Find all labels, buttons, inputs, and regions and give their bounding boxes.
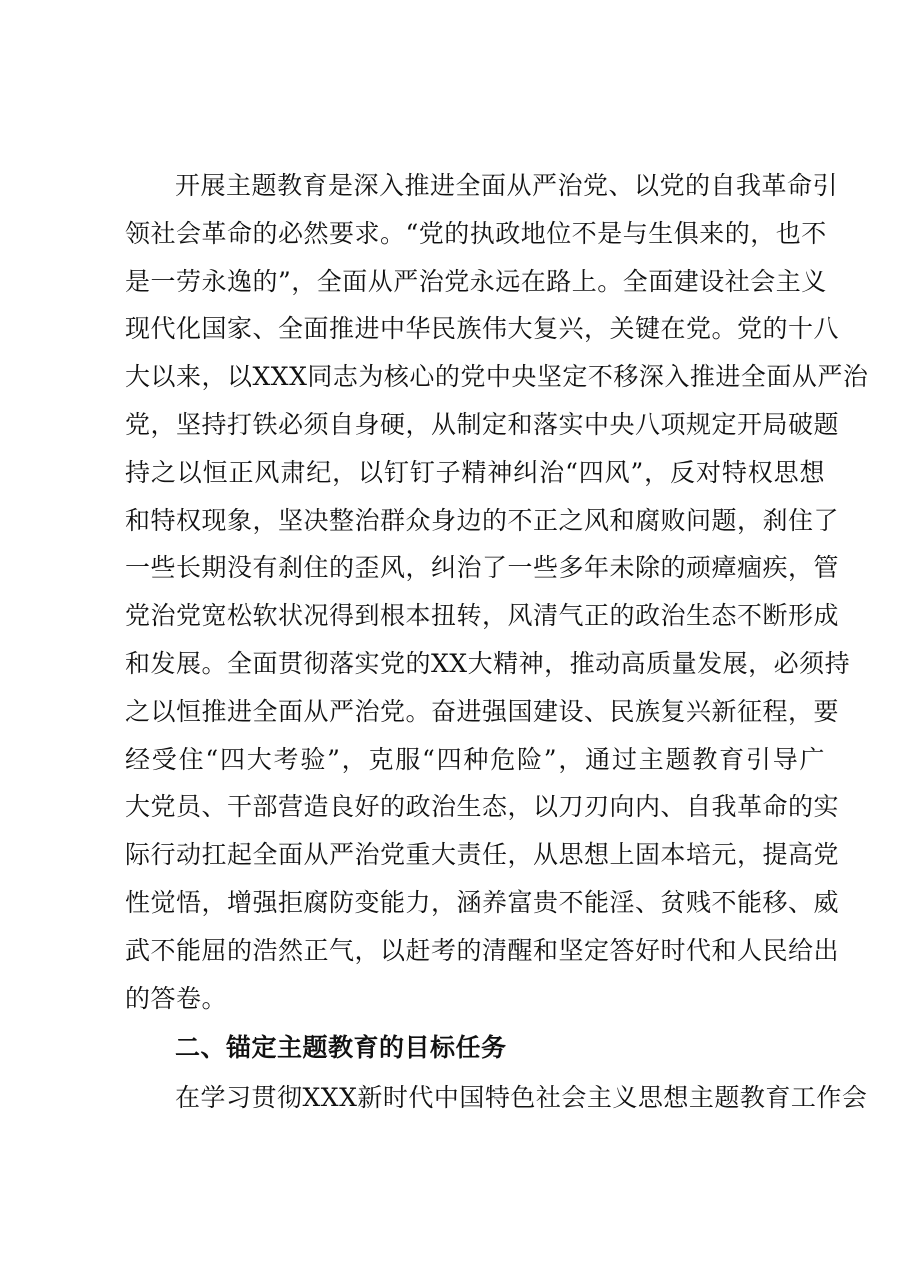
paragraph-line: 大党员、干部营造良好的政治生态，以刀刃向内、自我革命的实 bbox=[125, 792, 840, 822]
paragraph-line: 党，坚持打铁必须自身硬，从制定和落实中央八项规定开局破题 bbox=[125, 409, 840, 439]
paragraph-line: 和发展。全面贯彻落实党的XX大精神，推动高质量发展，必须持 bbox=[125, 648, 851, 678]
paragraph-line: 大以来，以XXX同志为核心的党中央坚定不移深入推进全面从严治 bbox=[125, 362, 869, 392]
paragraph-line: 际行动扛起全面从严治党重大责任，从思想上固本培元，提高党 bbox=[125, 840, 840, 870]
paragraph-line: 开展主题教育是深入推进全面从严治党、以党的自我革命引 bbox=[175, 171, 839, 200]
paragraph-line: 经受住“四大考验”，克服“四种危险”，通过主题教育引导广 bbox=[125, 744, 825, 774]
paragraph-line: 和特权现象，坚决整治群众身边的不正之风和腐败问题，刹住了 bbox=[125, 505, 840, 535]
paragraph-line: 领社会革命的必然要求。“党的执政地位不是与生俱来的，也不 bbox=[125, 218, 827, 248]
paragraph-line: 一些长期没有刹住的歪风，纠治了一些多年未除的顽瘴痼疾，管 bbox=[125, 553, 840, 583]
paragraph-line: 持之以恒正风肃纪，以钉钉子精神纠治“四风”，反对特权思想 bbox=[125, 457, 825, 487]
paragraph-line: 之以恒推进全面从严治党。奋进强国建设、民族复兴新征程，要 bbox=[125, 696, 840, 726]
paragraph-line: 在学习贯彻XXX新时代中国特色社会主义思想主题教育工作会 bbox=[175, 1083, 868, 1113]
paragraph-line: 性觉悟，增强拒腐防变能力，涵养富贵不能淫、贫贱不能移、威 bbox=[125, 887, 840, 917]
paragraph-line: 的答卷。 bbox=[125, 983, 228, 1013]
paragraph-line: 党治党宽松软状况得到根本扭转，风清气正的政治生态不断形成 bbox=[125, 601, 840, 631]
paragraph-line: 武不能屈的浩然正气，以赶考的清醒和坚定答好时代和人民给出 bbox=[125, 935, 840, 965]
paragraph-line: 现代化国家、全面推进中华民族伟大复兴，关键在党。党的十八 bbox=[125, 314, 840, 344]
section-heading: 二、锚定主题教育的目标任务 bbox=[175, 1033, 507, 1063]
body-text bbox=[125, 162, 869, 1122]
paragraph-line: 是一劳永逸的”，全面从严治党永远在路上。全面建设社会主义 bbox=[125, 266, 827, 296]
